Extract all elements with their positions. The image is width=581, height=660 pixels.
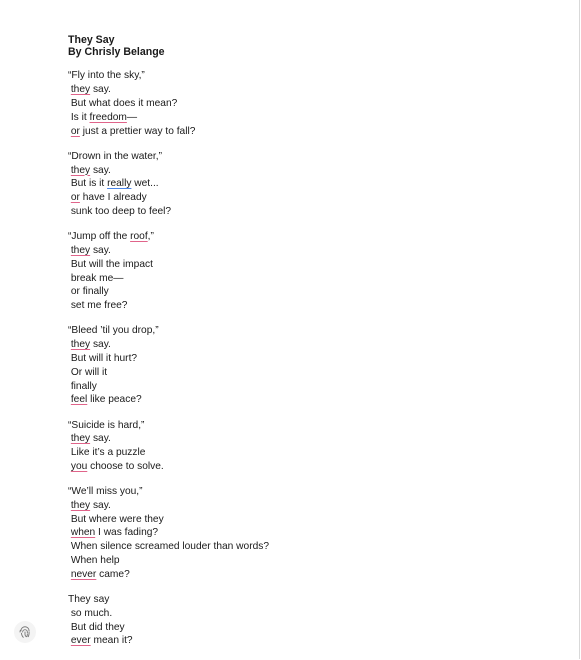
text-segment: “Suicide is hard,” [68, 419, 145, 431]
spellcheck-flagged-word: or [70, 192, 80, 204]
text-segment: like peace? [87, 394, 142, 406]
document-body[interactable] [68, 34, 568, 660]
text-segment: just a prettier way to fall? [79, 125, 196, 137]
stanza [68, 69, 568, 138]
poem-line [68, 540, 568, 554]
spellcheck-flagged-word: when [70, 527, 96, 539]
text-segment: choose to solve. [87, 460, 164, 472]
spellcheck-flagged-word: never [70, 568, 97, 580]
poem-line [68, 419, 568, 433]
poem-line [68, 621, 568, 635]
poem-line [68, 352, 568, 366]
text-segment: “Jump off the [68, 231, 131, 243]
spellcheck-flagged-word: ever [70, 635, 91, 647]
text-segment: I was fading? [95, 527, 159, 539]
poem-line [68, 244, 568, 258]
stanza [68, 230, 568, 313]
text-segment: set me free? [68, 300, 128, 312]
text-segment: say. [90, 164, 111, 176]
text-segment: But will the impact [68, 258, 153, 270]
title-block [68, 34, 568, 58]
poem-line [68, 446, 568, 460]
poem-line [68, 125, 568, 139]
text-segment: When silence screamed louder than words? [68, 541, 270, 553]
stanza [68, 324, 568, 407]
poem-line [68, 150, 568, 164]
text-segment: came? [96, 568, 130, 580]
poem-line [68, 230, 568, 244]
spellcheck-flagged-word: they [70, 244, 91, 256]
text-segment: say. [90, 244, 111, 256]
poem-line [68, 111, 568, 125]
stanza [68, 150, 568, 219]
poem-line [68, 607, 568, 621]
text-segment: When help [68, 555, 120, 567]
poem-line [68, 164, 568, 178]
poem-line [68, 272, 568, 286]
spellcheck-flagged-word: they [70, 433, 91, 445]
text-segment: ,” [147, 231, 154, 243]
text-segment: say. [90, 84, 111, 96]
text-segment: — [126, 111, 138, 123]
spellcheck-flagged-word: they [70, 339, 91, 351]
text-segment: or finally [68, 286, 109, 298]
text-segment: But did they [68, 621, 125, 633]
text-segment: But where were they [68, 513, 164, 525]
fingerprint-icon[interactable] [14, 621, 36, 643]
stanza [68, 485, 568, 582]
poem-line [68, 324, 568, 338]
stanza [68, 593, 568, 648]
text-segment: But what does it mean? [68, 98, 178, 109]
text-segment: “We’ll miss you,” [68, 486, 143, 498]
poem-line [68, 568, 568, 582]
text-segment: break me— [68, 272, 124, 284]
text-segment: “Drown in the water,” [68, 150, 162, 162]
spellcheck-flagged-word: or [70, 125, 80, 137]
text-segment: say. [90, 433, 111, 445]
poem-line [68, 485, 568, 499]
text-segment: wet... [131, 178, 159, 190]
text-segment: Like it’s a puzzle [68, 447, 146, 459]
spellcheck-flagged-word: you [70, 460, 88, 472]
poem-line [68, 69, 568, 83]
text-segment: say. [90, 499, 111, 511]
poem-line [68, 97, 568, 111]
poem-line [68, 299, 568, 313]
grammar-flagged-word: really [107, 178, 132, 190]
poem-line [68, 526, 568, 540]
poem-title: They Say [68, 34, 115, 46]
poem-line [68, 499, 568, 513]
poem-line [68, 285, 568, 299]
poem-line [68, 177, 568, 191]
text-segment: Or will it [68, 366, 108, 378]
poem-line [68, 366, 568, 380]
poem-line [68, 205, 568, 219]
spellcheck-flagged-word: they [70, 499, 91, 511]
poem-line [68, 554, 568, 568]
text-segment: “Bleed ’til you drop,” [68, 325, 159, 337]
text-segment: “Fly into the sky,” [68, 70, 145, 82]
poem-line [68, 432, 568, 446]
poem-line [68, 513, 568, 527]
text-segment: Is it [68, 111, 90, 123]
poem-line [68, 393, 568, 407]
poem-line [68, 191, 568, 205]
poem-line [68, 338, 568, 352]
poem-line [68, 634, 568, 648]
text-segment: They say [68, 594, 110, 606]
poem-line [68, 593, 568, 607]
poem-stanzas [68, 69, 568, 648]
spellcheck-flagged-word: freedom [89, 111, 127, 123]
text-segment: finally [68, 380, 97, 392]
poem-line [68, 380, 568, 394]
spellcheck-flagged-word: feel [70, 394, 88, 406]
spellcheck-flagged-word: they [70, 84, 91, 96]
poem-author: By Chrisly Belange [68, 46, 165, 59]
poem-line [68, 83, 568, 97]
poem-line [68, 258, 568, 272]
text-segment: But is it [68, 178, 108, 190]
text-segment: But will it hurt? [68, 352, 138, 364]
spellcheck-flagged-word: they [70, 164, 91, 176]
spellcheck-flagged-word: roof [130, 231, 148, 243]
text-segment: sunk too deep to feel? [68, 205, 172, 217]
text-segment: have I already [79, 192, 147, 204]
text-segment: so much. [68, 607, 113, 619]
text-segment: say. [90, 339, 111, 351]
poem-line [68, 460, 568, 474]
stanza [68, 419, 568, 474]
text-segment: mean it? [90, 635, 133, 647]
